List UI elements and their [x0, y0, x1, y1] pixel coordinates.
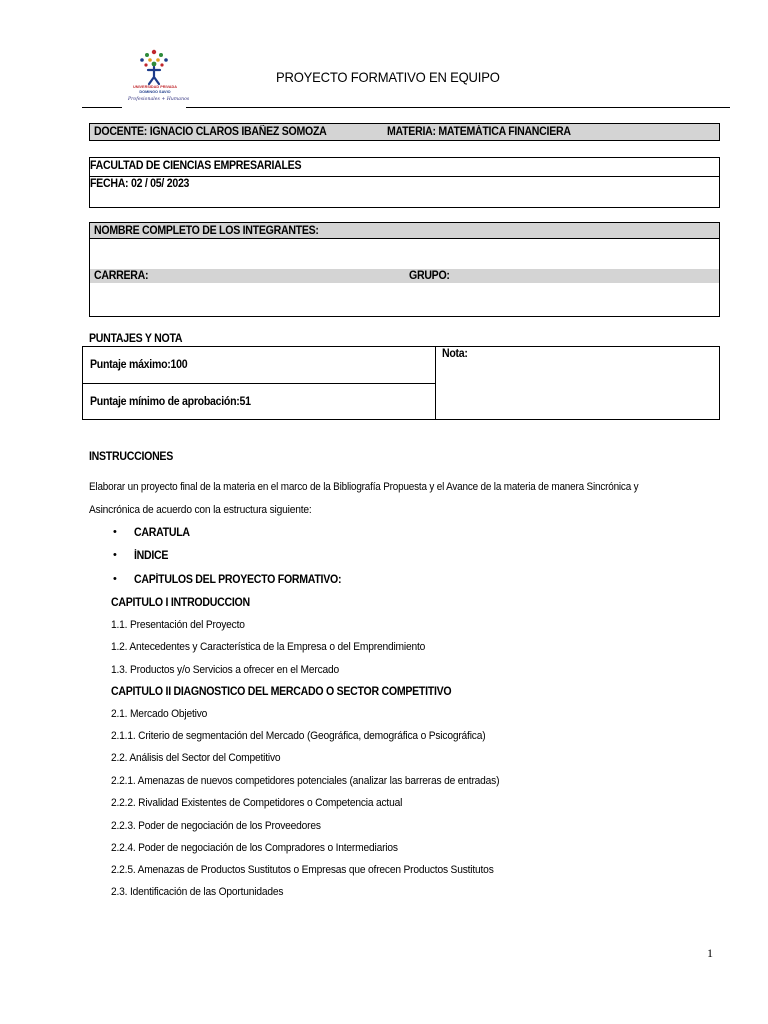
capitulo1-item: 1.1. Presentación del Proyecto — [111, 619, 245, 631]
header-rule-right — [186, 107, 730, 108]
docente-materia-box — [89, 123, 720, 141]
puntaje-maximo: Puntaje máximo:100 — [90, 359, 188, 371]
puntajes-box — [82, 346, 720, 420]
materia-label: MATERIA: MATEMÁTICA FINANCIERA — [387, 126, 571, 138]
carrera-grupo-band — [90, 269, 719, 283]
facultad-label: FACULTAD DE CIENCIAS EMPRESARIALES — [90, 160, 302, 172]
bullet-caratula: CARATULA — [134, 527, 190, 539]
capitulo2-item: 2.2.4. Poder de negociación de los Compradores o Intermediarios — [111, 842, 398, 854]
capitulo2-item: 2.2. Análisis del Sector del Competitivo — [111, 752, 281, 764]
instrucciones-heading: INSTRUCCIONES — [89, 451, 174, 463]
capitulo2-item: 2.1.1. Criterio de segmentación del Mercado (Geográfica, demográfica o Psicográfica) — [111, 730, 486, 742]
carrera-label: CARRERA: — [94, 270, 149, 282]
facultad-divider — [90, 176, 719, 177]
fecha-label: FECHA: 02 / 05/ 2023 — [90, 178, 190, 190]
puntajes-vertical-divider — [435, 347, 436, 419]
capitulo2-item: 2.2.2. Rivalidad Existentes de Competidores o Competencia actual — [111, 797, 403, 809]
puntajes-heading: PUNTAJES Y NOTA — [89, 333, 183, 345]
puntajes-horizontal-divider — [83, 383, 435, 384]
logo-tagline: Profesionales + Humanos — [128, 97, 190, 102]
capitulo2-item: 2.3. Identificación de las Oportunidades — [111, 886, 284, 898]
bullet-dot: • — [113, 573, 117, 585]
capitulo1-item: 1.3. Productos y/o Servicios a ofrecer en el Mercado — [111, 664, 340, 676]
docente-label: DOCENTE: IGNACIO CLAROS IBAÑEZ SOMOZA — [94, 126, 327, 138]
facultad-fecha-box — [89, 157, 720, 208]
instrucciones-paragraph-line1: Elaborar un proyecto final de la materia en el marco de la Bibliografía Propuesta y el Avance de la materia de manera Sincrónica y — [89, 481, 639, 493]
capitulo2-title: CAPITULO II DIAGNOSTICO DEL MERCADO O SECTOR COMPETITIVO — [111, 686, 452, 698]
capitulo2-item: 2.2.1. Amenazas de nuevos competidores potenciales (analizar las barreras de entradas) — [111, 775, 500, 787]
grupo-label: GRUPO: — [409, 270, 450, 282]
header-rule-left — [82, 107, 122, 108]
bullet-capitulos: CAPÍTULOS DEL PROYECTO FORMATIVO: — [134, 574, 342, 586]
bullet-indice: ÍNDICE — [134, 550, 169, 562]
nota-label: Nota: — [442, 348, 468, 360]
capitulo2-item: 2.2.3. Poder de negociación de los Proveedores — [111, 820, 321, 832]
capitulo2-item: 2.1. Mercado Objetivo — [111, 708, 208, 720]
puntaje-minimo: Puntaje mínimo de aprobación:51 — [90, 396, 251, 408]
logo-university-name: UNIVERSIDAD PRIVADA DOMINGO SAVIO — [132, 85, 178, 94]
bullet-dot: • — [113, 526, 117, 538]
capitulo2-item: 2.2.5. Amenazas de Productos Sustitutos o Empresas que ofrecen Productos Sustitutos — [111, 864, 494, 876]
capitulo1-title: CAPITULO I INTRODUCCION — [111, 597, 250, 609]
nombre-integrantes-label: NOMBRE COMPLETO DE LOS INTEGRANTES: — [94, 225, 319, 237]
instrucciones-paragraph-line2: Asincrónica de acuerdo con la estructura siguiente: — [89, 504, 312, 516]
capitulo1-item: 1.2. Antecedentes y Característica de la Empresa o del Emprendimiento — [111, 641, 426, 653]
document-title: PROYECTO FORMATIVO EN EQUIPO — [276, 69, 500, 85]
page-number: 1 — [707, 946, 713, 960]
integrantes-box — [89, 222, 720, 317]
bullet-dot: • — [113, 549, 117, 561]
